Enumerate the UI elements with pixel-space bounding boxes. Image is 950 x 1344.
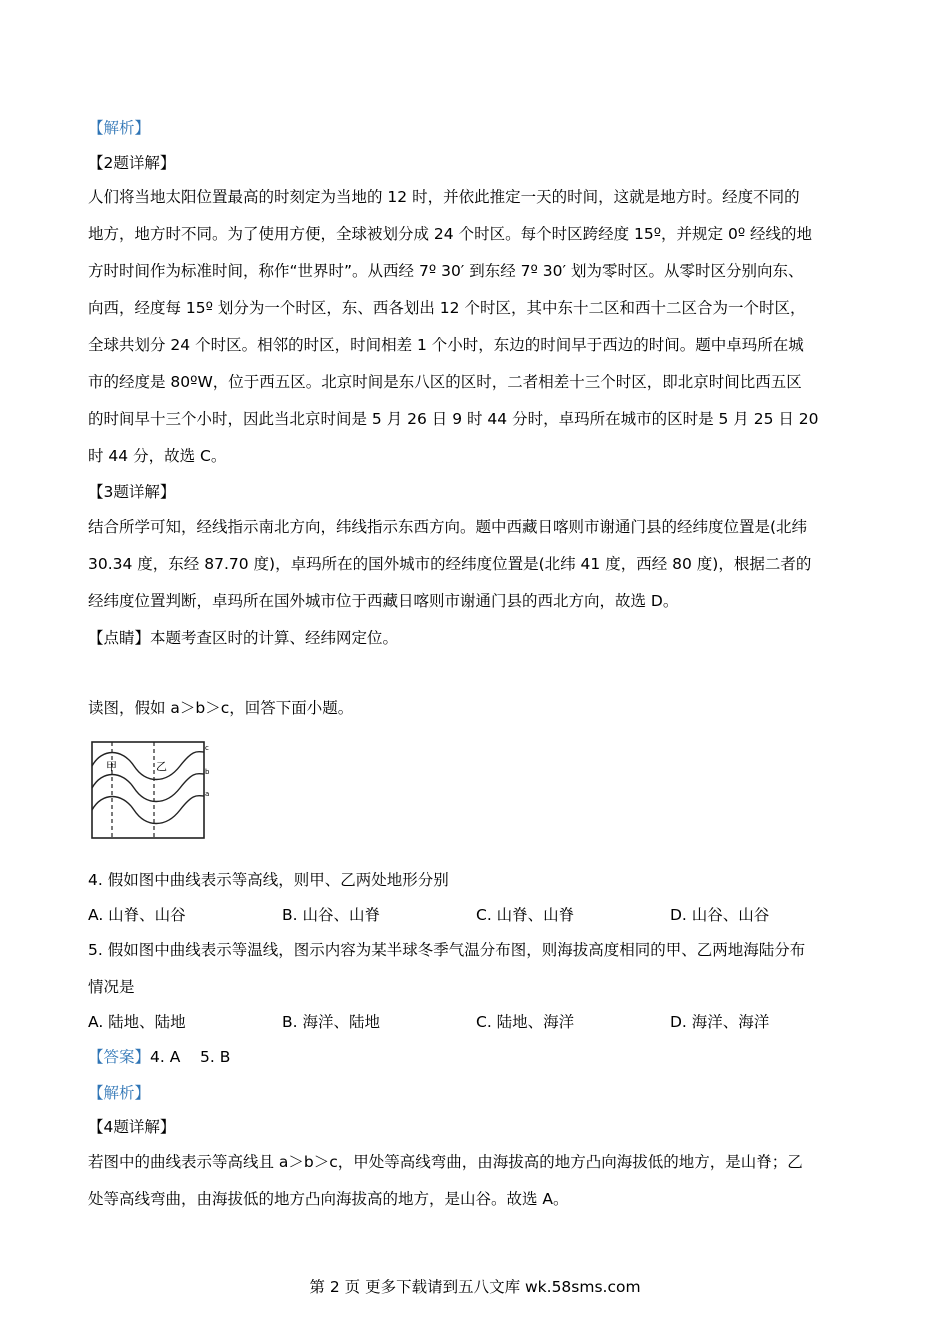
q3-paragraph-line: 30.34 度，东经 87.70 度)，卓玛所在的国外城市的经纬度位置是(北纬 41 度，西经 80 度)，根据二者的 (88, 555, 812, 573)
q5-stem-line: 5. 假如图中曲线表示等温线，图示内容为某半球冬季气温分布图，则海拔高度相同的甲、乙两地海陆分布 (88, 941, 806, 959)
q4-paragraph-line: 处等高线弯曲，由海拔低的地方凸向海拔高的地方，是山谷。故选 A。 (88, 1190, 569, 1208)
q2-paragraph-line: 方时时间作为标准时间，称作“世界时”。从西经 7º 30′ 到东经 7º 30′ 划为零时区。从零时区分别向东、 (88, 262, 804, 280)
contour-figure (88, 738, 210, 842)
q5-option-c: C. 陆地、海洋 (476, 1013, 575, 1031)
analysis-tag: 【解析】 (88, 119, 151, 137)
q5-option-b: B. 海洋、陆地 (282, 1013, 380, 1031)
q2-paragraph-line: 市的经度是 80ºW，位于西五区。北京时间是东八区的区时，二者相差十三个时区，即北京时间比西五区 (88, 373, 802, 391)
q4-option-b: B. 山谷、山脊 (282, 906, 380, 924)
q5-option-a: A. 陆地、陆地 (88, 1013, 186, 1031)
analysis-tag: 【解析】 (88, 1084, 151, 1102)
q5-stem-line: 情况是 (88, 978, 135, 996)
q2-paragraph-line: 人们将当地太阳位置最高的时刻定为当地的 12 时，并依此推定一天的时间，这就是地方时。经度不同的 (88, 188, 800, 206)
q3-paragraph-line: 结合所学可知，经线指示南北方向，纬线指示东西方向。题中西藏日喀则市谢通门县的经纬度位置是(北纬 (88, 518, 808, 536)
answer-line (88, 1046, 868, 1068)
label-c: c (205, 744, 209, 752)
q2-paragraph-line: 地方，地方时不同。为了使用方便，全球被划分成 24 个时区。每个时区跨经度 15º，并规定 0º 经线的地 (88, 225, 813, 243)
label-jia: 甲 (106, 760, 117, 773)
q3-paragraph-line: 经纬度位置判断，卓玛所在国外城市位于西藏日喀则市谢通门县的西北方向，故选 D。 (88, 592, 679, 610)
q5-option-d: D. 海洋、海洋 (670, 1013, 770, 1031)
q2-paragraph-line: 向西，经度每 15º 划分为一个时区，东、西各划出 12 个时区，其中东十二区和西十二区合为一个时区， (88, 299, 806, 317)
q4-header: 【4题详解】 (88, 1118, 176, 1136)
page-footer: 第 2 页 更多下载请到五八文库 wk.58sms.com (309, 1278, 641, 1296)
q4-option-c: C. 山脊、山脊 (476, 906, 575, 924)
figure-frame (92, 742, 204, 838)
q4-stem: 4. 假如图中曲线表示等高线，则甲、乙两处地形分别 (88, 871, 449, 889)
q2-paragraph-line: 时 44 分，故选 C。 (88, 447, 227, 465)
q3-header: 【3题详解】 (88, 483, 176, 501)
q2-paragraph-line: 全球共划分 24 个时区。相邻的时区，时间相差 1 个小时，东边的时间早于西边的时间。题中卓玛所在城 (88, 336, 804, 354)
label-a: a (205, 790, 210, 798)
q4-option-a: A. 山脊、山谷 (88, 906, 186, 924)
answer-tag: 【答案】 (88, 1048, 151, 1066)
comment-text: 【点睛】本题考查区时的计算、经纬网定位。 (88, 629, 399, 647)
q2-paragraph-line: 的时间早十三个小时，因此当北京时间是 5 月 26 日 9 时 44 分时，卓玛所在城市的区时是 5 月 25 日 20 (88, 410, 819, 428)
label-b: b (205, 768, 210, 776)
question-intro: 读图，假如 a＞b＞c，回答下面小题。 (88, 699, 354, 717)
q4-paragraph-line: 若图中的曲线表示等高线且 a＞b＞c，甲处等高线弯曲，由海拔高的地方凸向海拔低的地方，是山脊；乙 (88, 1153, 803, 1171)
q4-option-d: D. 山谷、山谷 (670, 906, 770, 924)
answer-text: 4. A 5. B (150, 1048, 231, 1066)
label-yi: 乙 (156, 760, 167, 773)
q2-header: 【2题详解】 (88, 154, 176, 172)
